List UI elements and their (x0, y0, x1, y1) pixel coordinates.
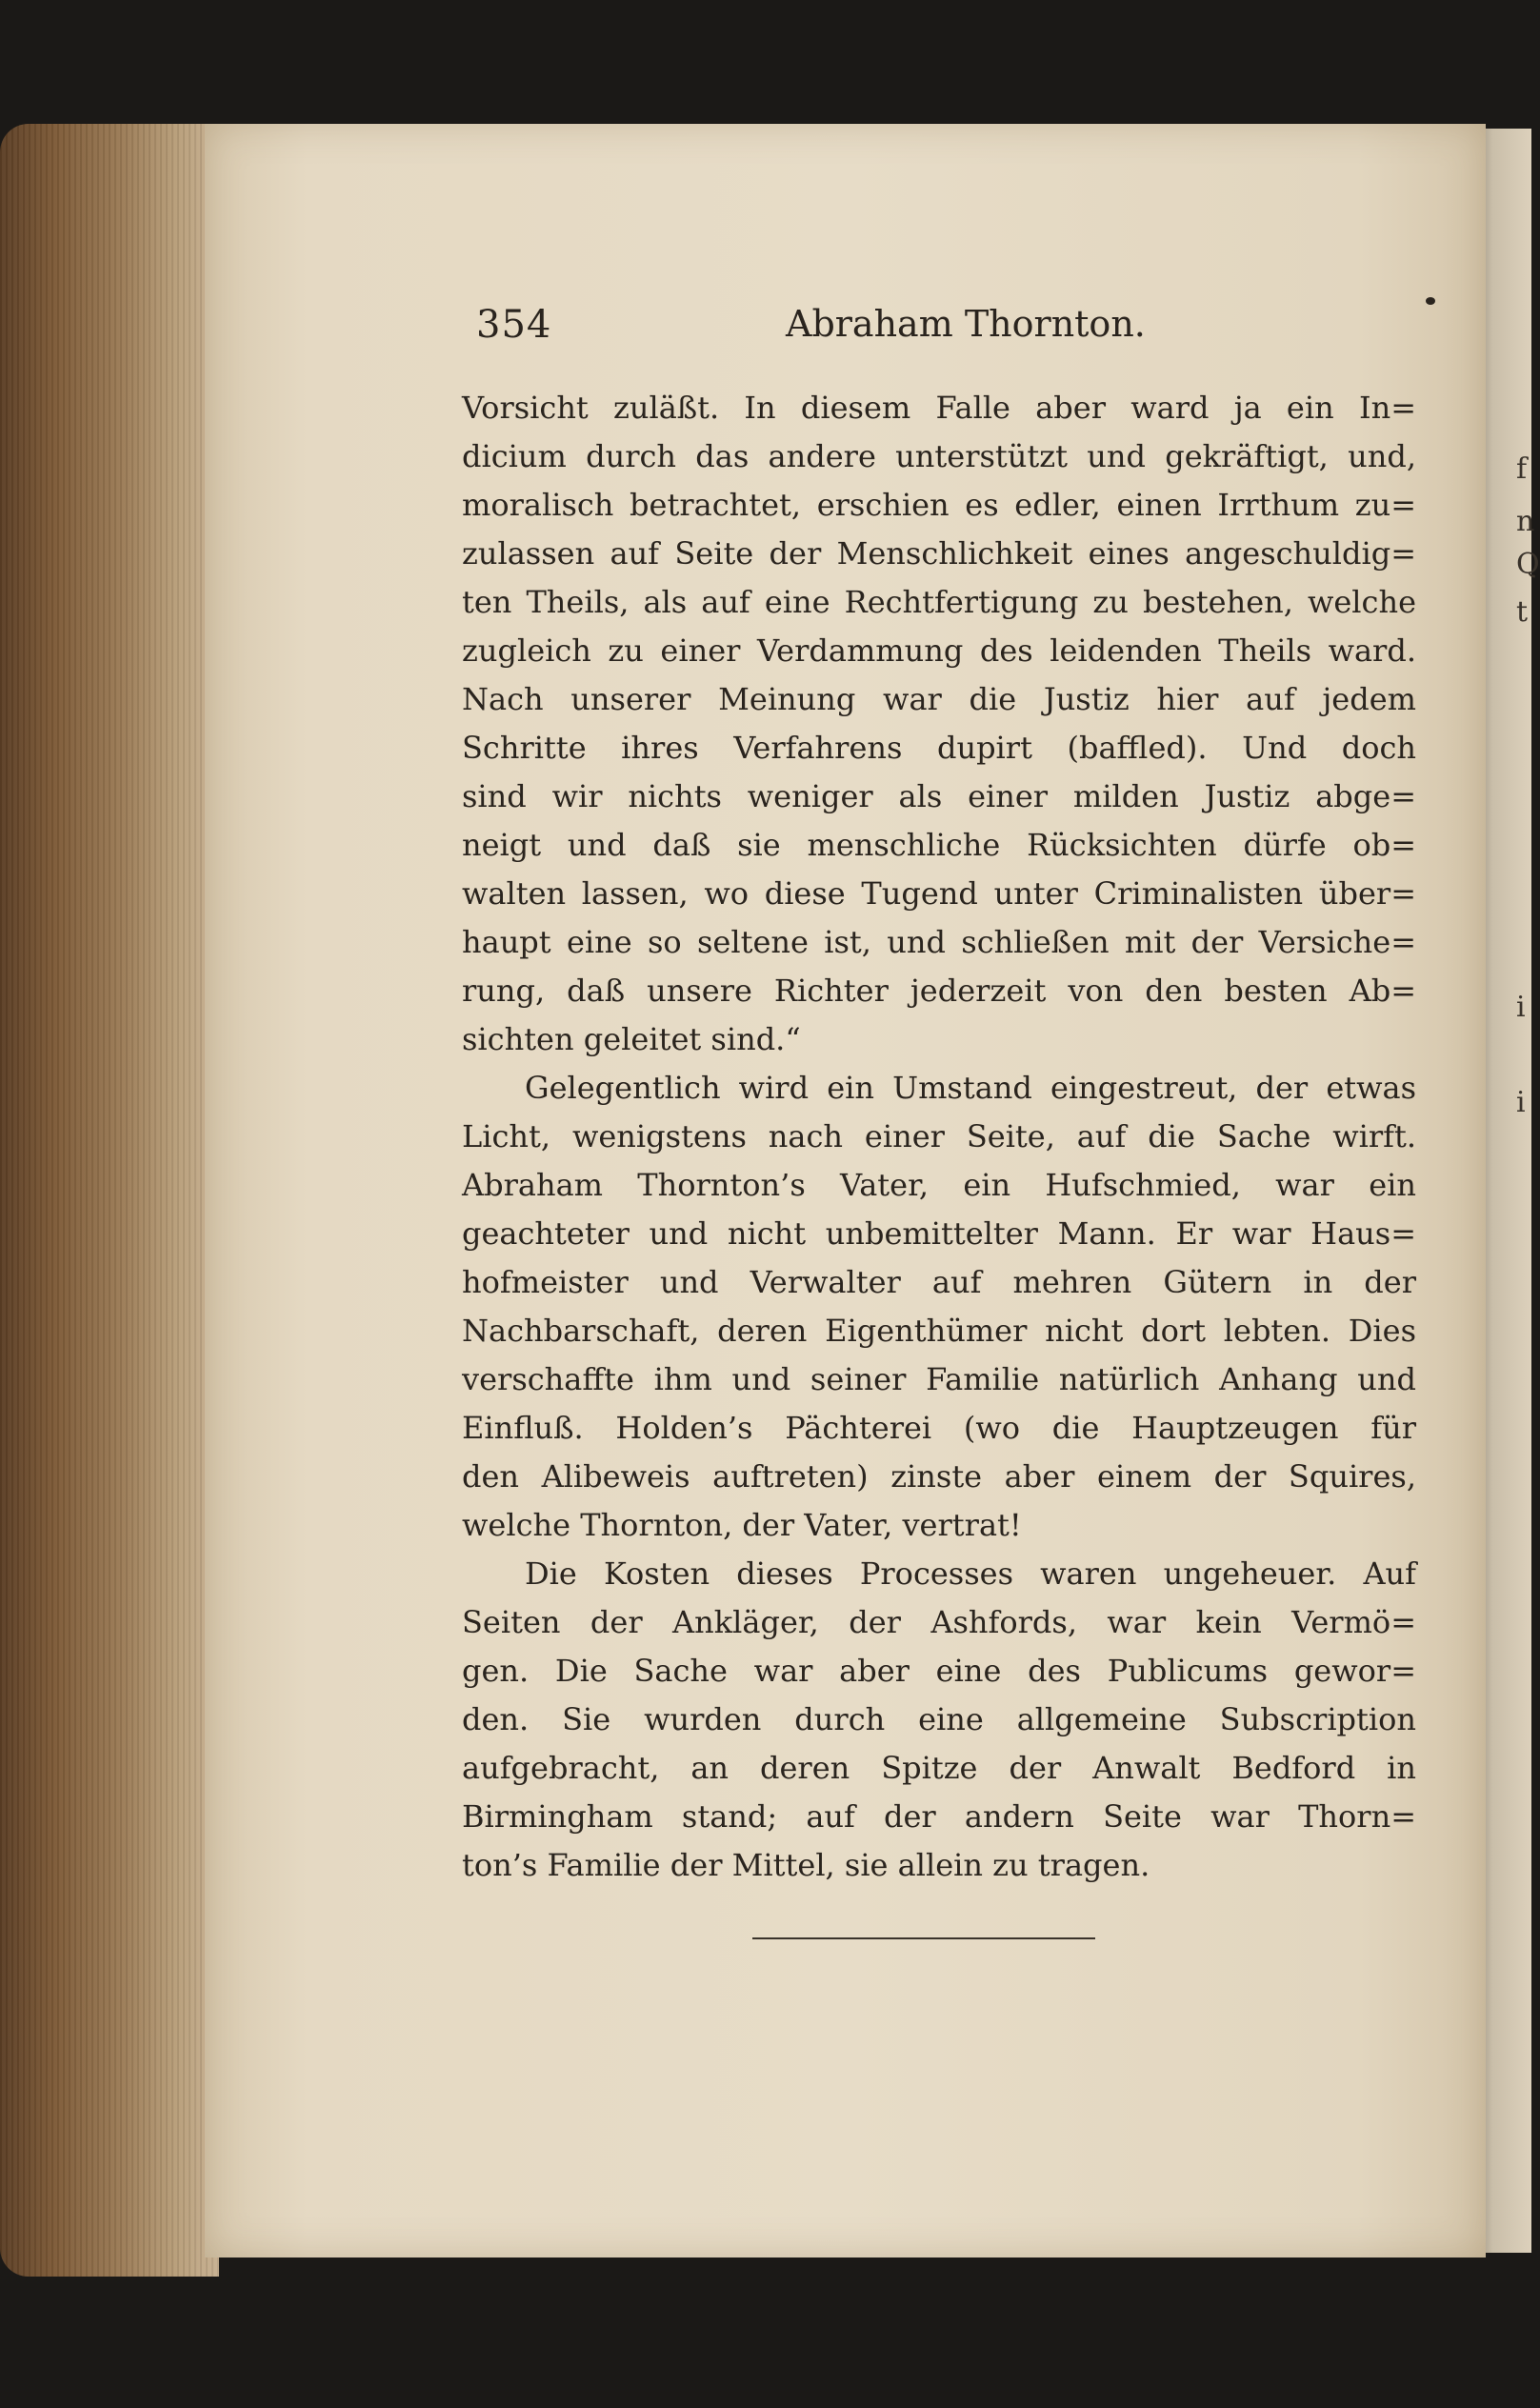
text-line: Licht, wenigstens nach einer Seite, auf die Sache wirft. (462, 1118, 1416, 1154)
text-line-paragraph-start: Gelegentlich wird ein Umstand eingestreut, der etwas (525, 1070, 1416, 1106)
page-edge (0, 124, 219, 2277)
page-text (462, 384, 1416, 1890)
text-line: den Alibeweis auftreten) zinste aber einem der Squires, (462, 1458, 1416, 1495)
text-line: gen. Die Sache war aber eine des Publicums gewor= (462, 1653, 1416, 1689)
text-line: den. Sie wurden durch eine allgemeine Subscription (462, 1701, 1416, 1737)
running-head: Abraham Thornton. (786, 303, 1146, 345)
text-line: haupt eine so seltene ist, und schließen mit der Versiche= (462, 924, 1416, 960)
text-line-paragraph-end: welche Thornton, der Vater, vertrat! (462, 1507, 1022, 1543)
text-line: Einfluß. Holden’s Pächterei (wo die Hauptzeugen für (462, 1410, 1416, 1446)
text-line: Vorsicht zuläßt. In diesem Falle aber ward ja ein In= (462, 390, 1416, 426)
text-line: walten lassen, wo diese Tugend unter Criminalisten über= (462, 875, 1416, 912)
text-line: hofmeister und Verwalter auf mehren Gütern in der (462, 1264, 1416, 1300)
text-line: dicium durch das andere unterstützt und gekräftigt, und, (462, 438, 1416, 474)
text-line: ten Theils, als auf eine Rechtfertigung zu bestehen, welche (462, 584, 1416, 620)
page-number: 354 (476, 303, 552, 347)
facing-page-letter: f (1516, 452, 1528, 486)
facing-page-letter: Q (1516, 548, 1540, 581)
text-line: Nachbarschaft, deren Eigenthümer nicht dort lebten. Dies (462, 1313, 1416, 1349)
facing-page-letter: i (1516, 1086, 1526, 1119)
text-line: Seiten der Ankläger, der Ashfords, war kein Vermö= (462, 1604, 1416, 1640)
text-line: aufgebracht, an deren Spitze der Anwalt Bedford in (462, 1750, 1416, 1786)
text-line: rung, daß unsere Richter jederzeit von den besten Ab= (462, 973, 1416, 1009)
text-line: Schritte ihres Verfahrens dupirt (baffled). Und doch (462, 730, 1416, 766)
text-line: sind wir nichts weniger als einer milden Justiz abge= (462, 778, 1416, 814)
ink-spot (1426, 297, 1435, 305)
text-line: zugleich zu einer Verdammung des leidenden Theils ward. (462, 632, 1416, 669)
text-line: zulassen auf Seite der Menschlichkeit eines angeschuldig= (462, 535, 1416, 572)
text-line-paragraph-end: ton’s Familie der Mittel, sie allein zu tragen. (462, 1847, 1150, 1883)
text-line: Birmingham stand; auf der andern Seite war Thorn= (462, 1798, 1416, 1835)
facing-page-letter: n (1516, 505, 1535, 538)
text-line: Abraham Thornton’s Vater, ein Hufschmied, war ein (462, 1167, 1416, 1203)
text-line: moralisch betrachtet, erschien es edler, einen Irrthum zu= (462, 487, 1416, 523)
end-rule (752, 1937, 1095, 1939)
text-line: neigt und daß sie menschliche Rücksichten dürfe ob= (462, 827, 1416, 863)
text-line: geachteter und nicht unbemittelter Mann. Er war Haus= (462, 1215, 1416, 1252)
text-line-paragraph-start: Die Kosten dieses Processes waren ungeheuer. Auf (525, 1555, 1416, 1592)
text-line-paragraph-end: sichten geleitet sind.“ (462, 1021, 801, 1057)
text-line: Nach unserer Meinung war die Justiz hier auf jedem (462, 681, 1416, 717)
facing-page-letter: t (1516, 595, 1529, 629)
text-line: verschaffte ihm und seiner Familie natürlich Anhang und (462, 1361, 1416, 1397)
page-header (476, 303, 1429, 360)
facing-page-letter: i (1516, 991, 1526, 1024)
